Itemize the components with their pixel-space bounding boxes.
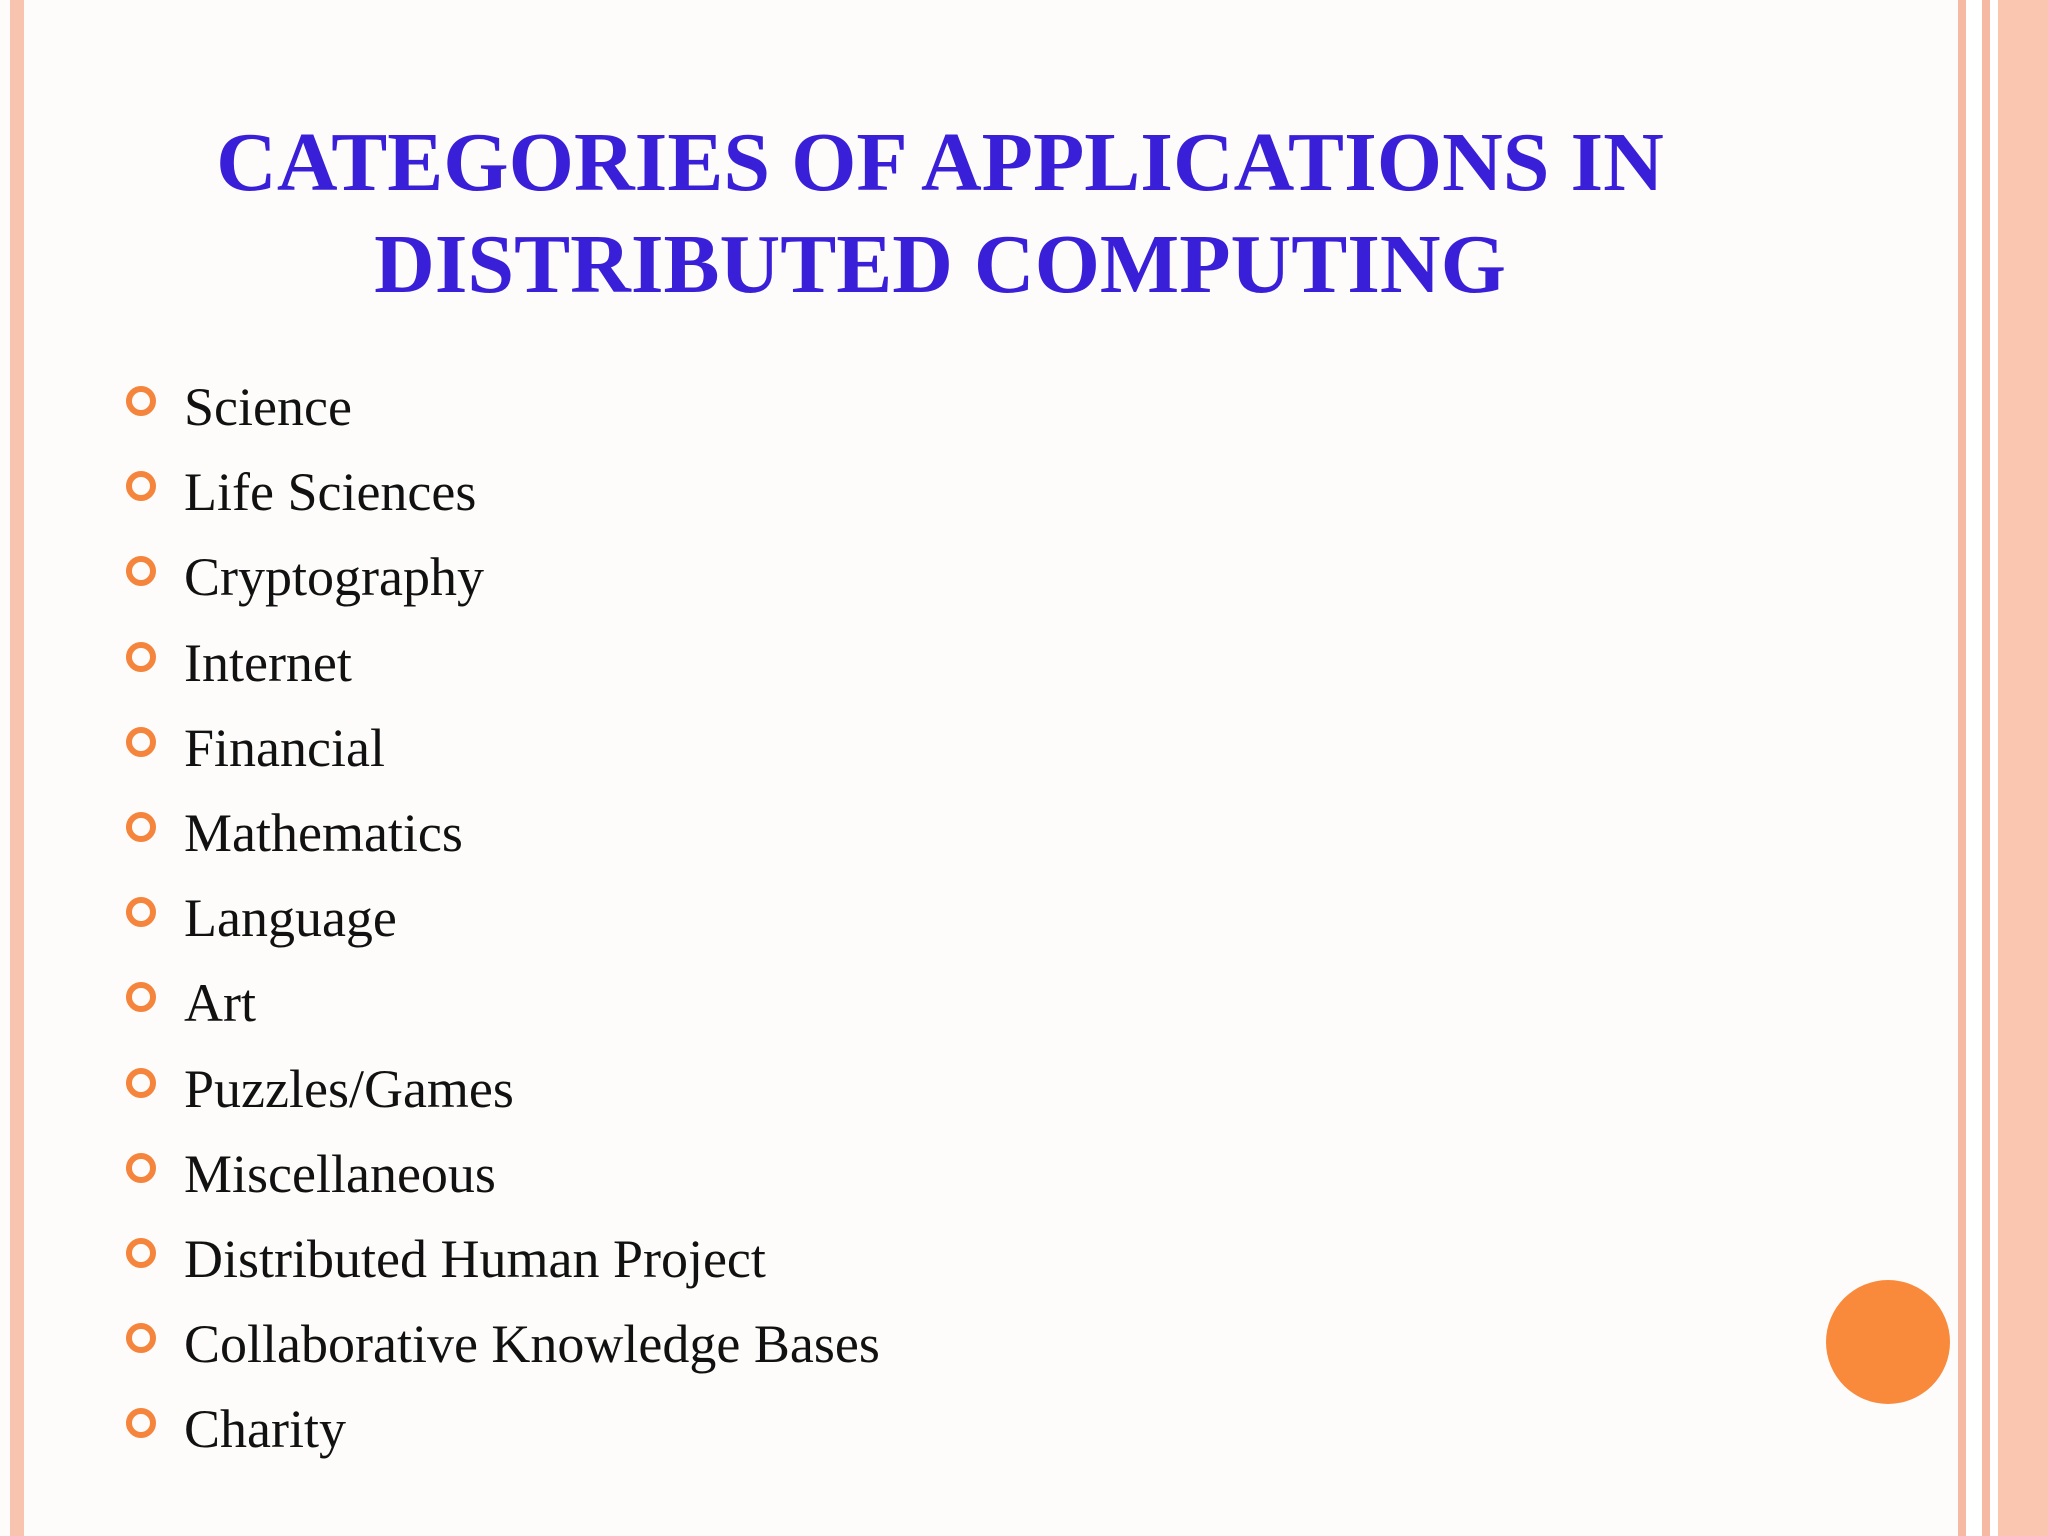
bullet-circle-icon [126,1323,156,1353]
bullet-text: Mathematics [184,802,463,863]
bullet-text: Collaborative Knowledge Bases [184,1314,880,1375]
bullet-text: Art [184,973,256,1034]
right-border-band [1998,0,2048,1536]
right-border-gap [1990,0,1998,1536]
decorative-circle-icon [1826,1280,1950,1404]
right-border-gap [1966,0,1982,1536]
right-border-stripe [1982,0,1990,1536]
bullet-circle-icon [126,1238,156,1268]
bullet-text: Distributed Human Project [184,1228,766,1289]
slide-title [140,112,1740,316]
bullet-circle-icon [126,727,156,757]
bullet-text: Language [184,888,397,949]
bullet-circle-icon [126,1408,156,1438]
bullet-circle-icon [126,642,156,672]
bullet-circle-icon [126,812,156,842]
bullet-text: Cryptography [184,547,484,608]
bullet-text: Miscellaneous [184,1143,496,1204]
bullet-circle-icon [126,471,156,501]
bullet-text: Puzzles/Games [184,1058,514,1119]
bullet-text: Life Sciences [184,462,477,523]
bullet-circle-icon [126,1153,156,1183]
bullet-circle-icon [126,556,156,586]
bullet-circle-icon [126,386,156,416]
bullet-text: Charity [184,1399,346,1460]
bullet-circle-icon [126,897,156,927]
bullet-circle-icon [126,982,156,1012]
bullet-text: Financial [184,717,385,778]
title-line: CATEGORIES OF APPLICATIONS IN [216,116,1664,209]
title-line: DISTRIBUTED COMPUTING [374,218,1506,311]
bullet-circle-icon [126,1068,156,1098]
bullet-text: Science [184,377,352,437]
right-border-stripe [1958,0,1966,1536]
left-border-stripe [10,0,24,1536]
bullet-text: Internet [184,632,352,693]
